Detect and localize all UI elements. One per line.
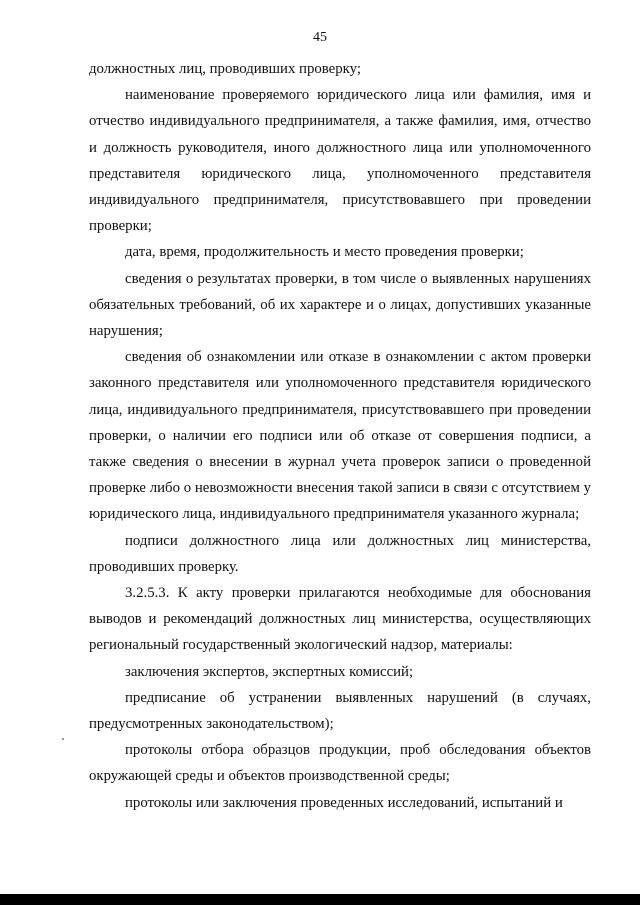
document-body [89,56,591,816]
paragraph: сведения об ознакомлении или отказе в ознакомлении с актом проверки законного представителя или уполномоченного представителя юридического лица, индивидуального предпринимателя, присутствовавшего при проведении проверки, о наличии его подписи или об отказе от совершения подписи, а также сведения о внесении в журнал учета проверок записи о проведенной проверке либо о невозможности внесения такой записи в связи с отсутствием у юридического лица, индивидуального предпринимателя указанного журнала; [89,349,591,523]
paragraph: протоколы или заключения проведенных исследований, испытаний и [125,794,563,811]
paragraph-continuation: должностных лиц, проводивших проверку; [89,61,361,77]
paragraph: наименование проверяемого юридического лица или фамилия, имя и отчество индивидуального предпринимателя, а также фамилия, имя, отчество и должность руководителя, иного должностного лица или уполномоченного представителя юридического лица, уполномоченного представителя индивидуального предпринимателя, присутствовавшего при проведении проверки; [89,87,591,235]
scan-edge-bar [0,894,640,905]
paragraph: протоколы отбора образцов продукции, проб обследования объектов окружающей среды и объектов производственной среды; [89,742,591,785]
paragraph: сведения о результатах проверки, в том числе о выявленных нарушениях обязательных требований, об их характере и о лицах, допустивших указанные нарушения; [89,270,591,340]
paragraph: заключения экспертов, экспертных комиссий; [125,663,414,680]
paragraph: подписи должностного лица или должностных лиц министерства, проводивших проверку. [89,532,591,575]
paragraph: дата, время, продолжительность и место проведения проверки; [125,244,524,261]
paragraph: предписание об устранении выявленных нарушений (в случаях, предусмотренных законодательством); [89,689,591,733]
page-number: 45 [313,30,327,45]
scan-speck [62,738,64,740]
paragraph-clause: 3.2.5.3. К акту проверки прилагаются необходимые для обоснования выводов и рекомендаций должностных лиц министерства, осуществляющих региональный государственный экологический надзор, материалы: [89,585,591,654]
